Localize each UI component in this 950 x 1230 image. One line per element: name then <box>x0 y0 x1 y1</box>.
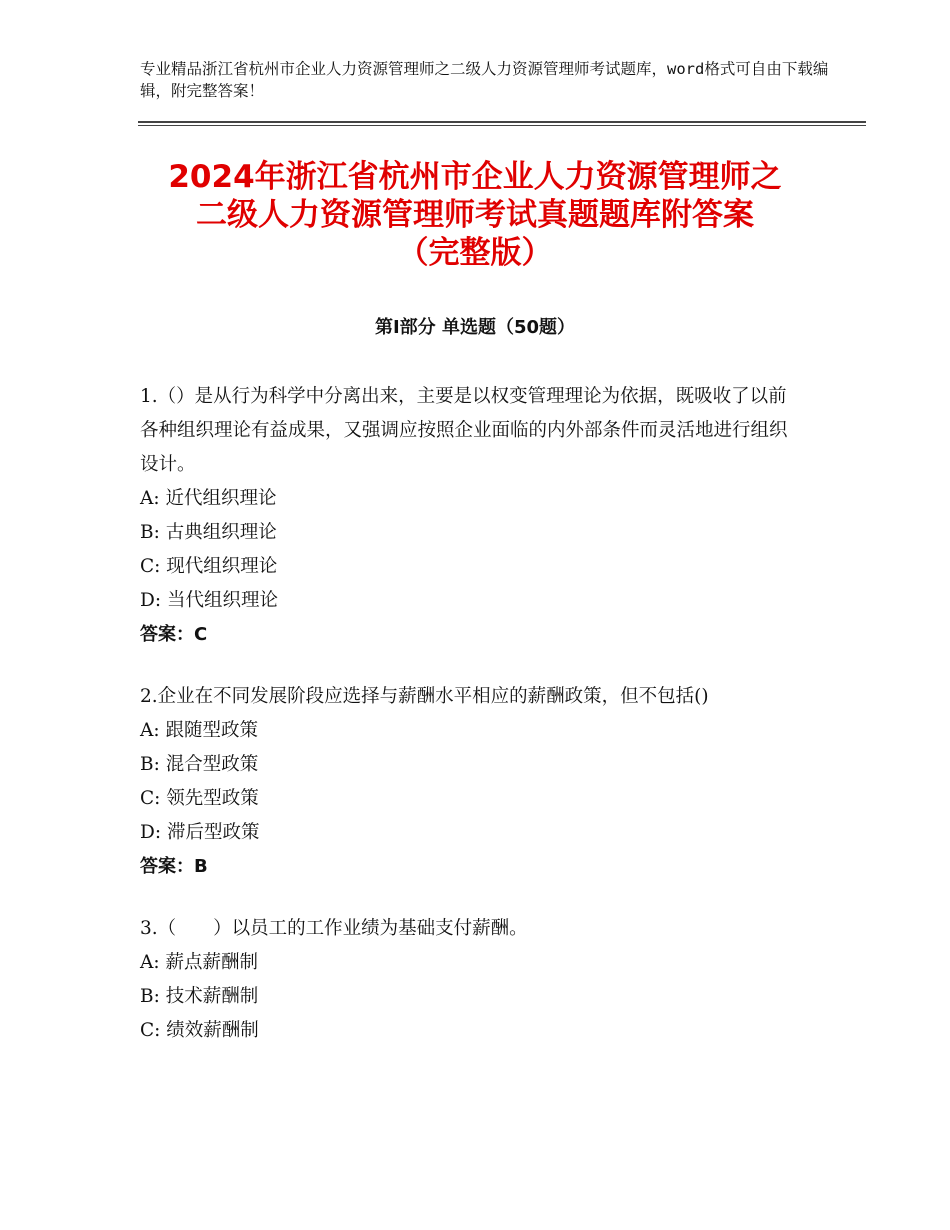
option-c: C: 领先型政策 <box>140 788 259 809</box>
header-note: 专业精品浙江省杭州市企业人力资源管理师之二级人力资源管理师考试题库，word格式可自由下载编辑，附完整答案！ <box>140 60 829 100</box>
title-line-3: （完整版） <box>397 235 553 271</box>
option-a: A: 薪点薪酬制 <box>140 952 258 973</box>
option-c: C: 现代组织理论 <box>140 556 278 577</box>
option-b: B: 混合型政策 <box>140 754 259 775</box>
option-b: B: 技术薪酬制 <box>140 986 259 1007</box>
document-title <box>100 158 850 272</box>
option-a: A: 跟随型政策 <box>140 720 258 741</box>
question-stem: 1.（）是从行为科学中分离出来，主要是以权变管理理论为依据，既吸收了以前各种组织理论有益成果，又强调应按照企业面临的内外部条件而灵活地进行组织设计。 <box>140 386 788 475</box>
option-c: C: 绩效薪酬制 <box>140 1020 259 1041</box>
title-line-1: 2024年浙江省杭州市企业人力资源管理师之 <box>168 159 782 195</box>
option-b: B: 古典组织理论 <box>140 522 277 543</box>
answer: 答案：B <box>140 856 208 877</box>
option-d: D: 滞后型政策 <box>140 822 260 843</box>
question-stem: 3.（ ）以员工的工作业绩为基础支付薪酬。 <box>140 918 528 939</box>
question-list <box>140 380 805 1076</box>
question-3 <box>140 912 805 1048</box>
header-rule-thick <box>138 121 866 123</box>
header-rule-thin <box>138 125 866 126</box>
question-stem: 2.企业在不同发展阶段应选择与薪酬水平相应的薪酬政策，但不包括() <box>140 686 709 707</box>
answer: 答案：C <box>140 624 208 645</box>
option-d: D: 当代组织理论 <box>140 590 278 611</box>
question-2 <box>140 680 805 884</box>
question-1 <box>140 380 805 652</box>
title-line-2: 二级人力资源管理师考试真题题库附答案 <box>196 197 754 233</box>
option-a: A: 近代组织理论 <box>140 488 277 509</box>
section-heading: 第Ⅰ部分 单选题（50题） <box>374 317 575 338</box>
